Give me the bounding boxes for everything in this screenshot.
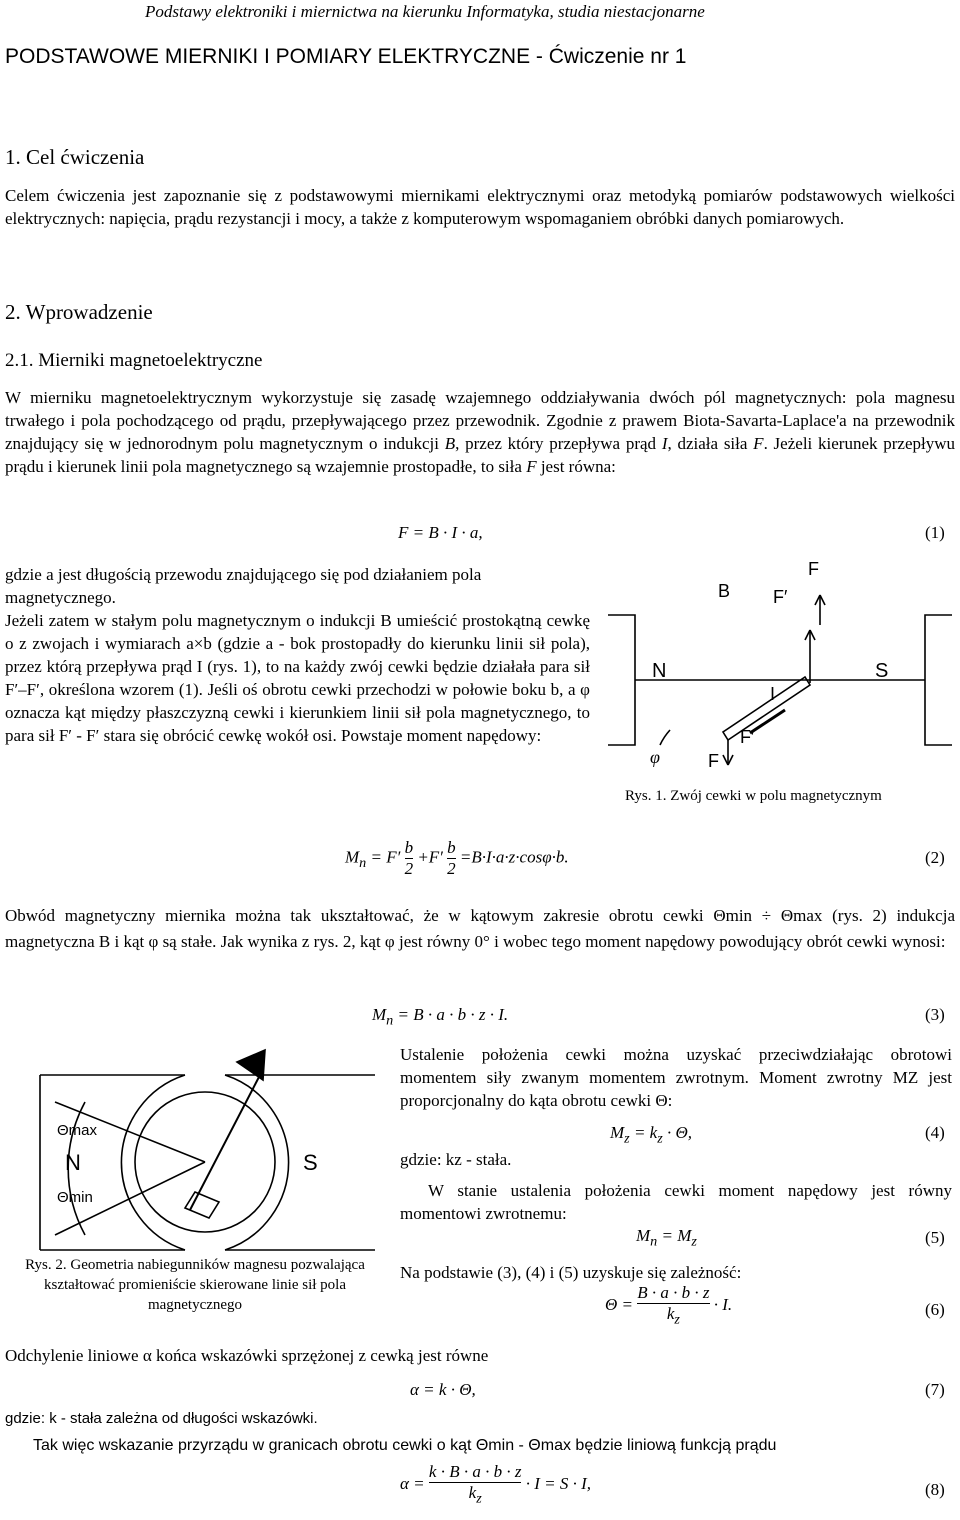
equation-5-number: (5) [925,1228,945,1247]
fig1-label-i: I [770,684,776,704]
magnet-pole-s [925,615,952,745]
pole-n-arc [121,1075,185,1250]
figure-1-coil-diagram [600,555,960,780]
paragraph-1: W mierniku magnetoelektrycznym wykorzystuje się zasadę wzajemnego oddziaływania dwóch pól magnetycznych: pola magnesu trwałego i pola pochodzącego od prądu, przepływającego przez przewodnik. Zgodnie z prawem Biota-Savarta-Laplace'a na przewodnik znajdujący się w jednorodnym polu magnetycznym o indukcji B, przez który przepływa prąd I, działa siła F. Jeżeli kierunek przepływu prądu i kierunek linii pola magnetycznego są wzajemnie prostopadłe, to siła F jest równa: [5,388,955,476]
fig1-label-b: B [718,581,731,601]
page-header: Podstawy elektroniki i miernictwa na kierunku Informatyka, studia niestacjonarne [145,2,705,21]
fig1-label-f2: F [708,751,719,771]
equation-7-number: (7) [925,1380,945,1399]
section-1-paragraph: Celem ćwiczenia jest zapoznanie się z podstawowymi miernikami elektrycznymi oraz metodyką pomiarów podstawowych wielkości elektrycznych: napięcia, prądu rezystancji i mocy, a także z komputerowym wspomaganiem obróbki danych pomiarowych. [5,186,955,228]
fig1-label-fp: F′ [773,587,788,607]
pole-n [40,1075,185,1250]
section-1-heading: 1. Cel ćwiczenia [5,145,145,169]
section-2-1-heading: 2.1. Mierniki magnetoelektryczne [5,350,263,371]
fig1-label-f: F [808,559,819,579]
equation-6: Θ = $\frac{B \cdot a \cdot b \cdot z}{k_z}$ · I. [605,1283,733,1328]
section-2-heading: 2. Wprowadzenie [5,300,153,324]
document-title: PODSTAWOWE MIERNIKI I POMIARY ELEKTRYCZNE - Ćwiczenie nr 1 [5,45,687,68]
equation-2-number: (2) [925,848,945,867]
figure-2-caption: Rys. 2. Geometria nabiegunników magnesu pozwalająca kształtować promieniście skierowane linie sił pola magnetycznego [25,1257,365,1313]
fig2-label-n: N [65,1150,81,1175]
paragraph-2: gdzie a jest długością przewodu znajdującego się pod działaniem pola magnetycznego. [5,565,482,607]
figure-1-caption: Rys. 1. Zwój cewki w polu magnetycznym [625,788,882,804]
coil-bar [723,677,810,740]
fig1-label-fp2: F′ [740,727,755,747]
paragraph-6: gdzie: kz - stała. [400,1150,512,1169]
equation-4-number: (4) [925,1123,945,1142]
paragraph-9: Odchylenie liniowe α końca wskazówki sprzężonej z cewką jest równe [5,1346,489,1365]
equation-4: $M_z = k_z \cdot \Theta$, [610,1123,693,1147]
equation-3-number: (3) [925,1005,945,1024]
equation-1-number: (1) [925,523,945,542]
magnet-pole-n [608,615,635,745]
equation-6-number: (6) [925,1300,945,1319]
figure-2-pole-geometry [5,1040,395,1255]
fig1-label-phi: φ [650,747,660,767]
equation-8: α = $\frac{k \cdot B \cdot a \cdot b \cdot z}{k_z}$ · I = S · I, [400,1462,591,1507]
fig2-label-tmin: Θmin [57,1189,93,1206]
paragraph-11: Tak więc wskazanie przyrządu w granicach obrotu cewki o kąt Θmin - Θmax będzie liniową funkcją prądu [33,1437,777,1454]
paragraph-5: Ustalenie położenia cewki można uzyskać przeciwdziałając obrotowi momentem siły zwanym momentem zwrotnym. Moment zwrotny MZ jest proporcjonalny do kąta obrotu cewki Θ: [400,1045,952,1110]
paragraph-8: Na podstawie (3), (4) i (5) uzyskuje się zależność: [400,1263,742,1282]
equation-7: α = k · Θ, [410,1380,476,1399]
coil-section [185,1192,219,1218]
paragraph-7: W stanie ustalenia położenia cewki moment napędowy jest równy momentowi zwrotnemu: [400,1181,952,1223]
fig1-label-s: S [875,660,889,682]
paragraph-4: Obwód magnetyczny miernika można tak ukształtować, że w kątowym zakresie obrotu cewki Θmin ÷ Θmax (rys. 2) indukcja magnetyczna B i kąt φ są stałe. Jak wynika z rys. 2, kąt φ jest równy 0° i wobec tego moment napędowy powodujący obrót cewki wynosi: [5,906,955,951]
pole-s-arc [225,1075,289,1250]
equation-8-number: (8) [925,1480,945,1499]
fig1-label-n: N [652,660,667,682]
paragraph-3: Jeżeli zatem w stałym polu magnetycznym o indukcji B umieścić prostokątną cewkę o z zwojach i wymiarach a×b (gdzie a - bok prostopadły do kierunku linii sił pola), przez którą przepływa prąd I (rys. 1), to na każdy zwój cewki będzie działała para sił F′–F′, określona wzorem (1). Jeśli oś obrotu cewki przechodzi w połowie boku b, a φ oznacza kąt między płaszczyzną cewki i kierunkiem linii sił pola magnetycznego, to para sił F′ - F′ stara się obrócić cewkę wokół osi. Powstaje moment napędowy: [5,611,590,745]
fig2-label-s: S [303,1150,318,1175]
equation-3: $M_n = B \cdot a \cdot b \cdot z \cdot I$. [372,1005,509,1029]
fig2-label-tmax: Θmax [57,1122,98,1139]
equation-2: $M_n = F'$ $\frac{b}{2}$ +F′ $\frac{b}{2}$ =B·I·a·z·cosφ·b. [345,838,569,878]
paragraph-10: gdzie: k - stała zależna od długości wskazówki. [5,1410,318,1427]
phi-arc [660,730,670,745]
equation-1: F = B · I · a, [398,523,483,542]
equation-5: $M_n = M_z$ [636,1226,697,1250]
